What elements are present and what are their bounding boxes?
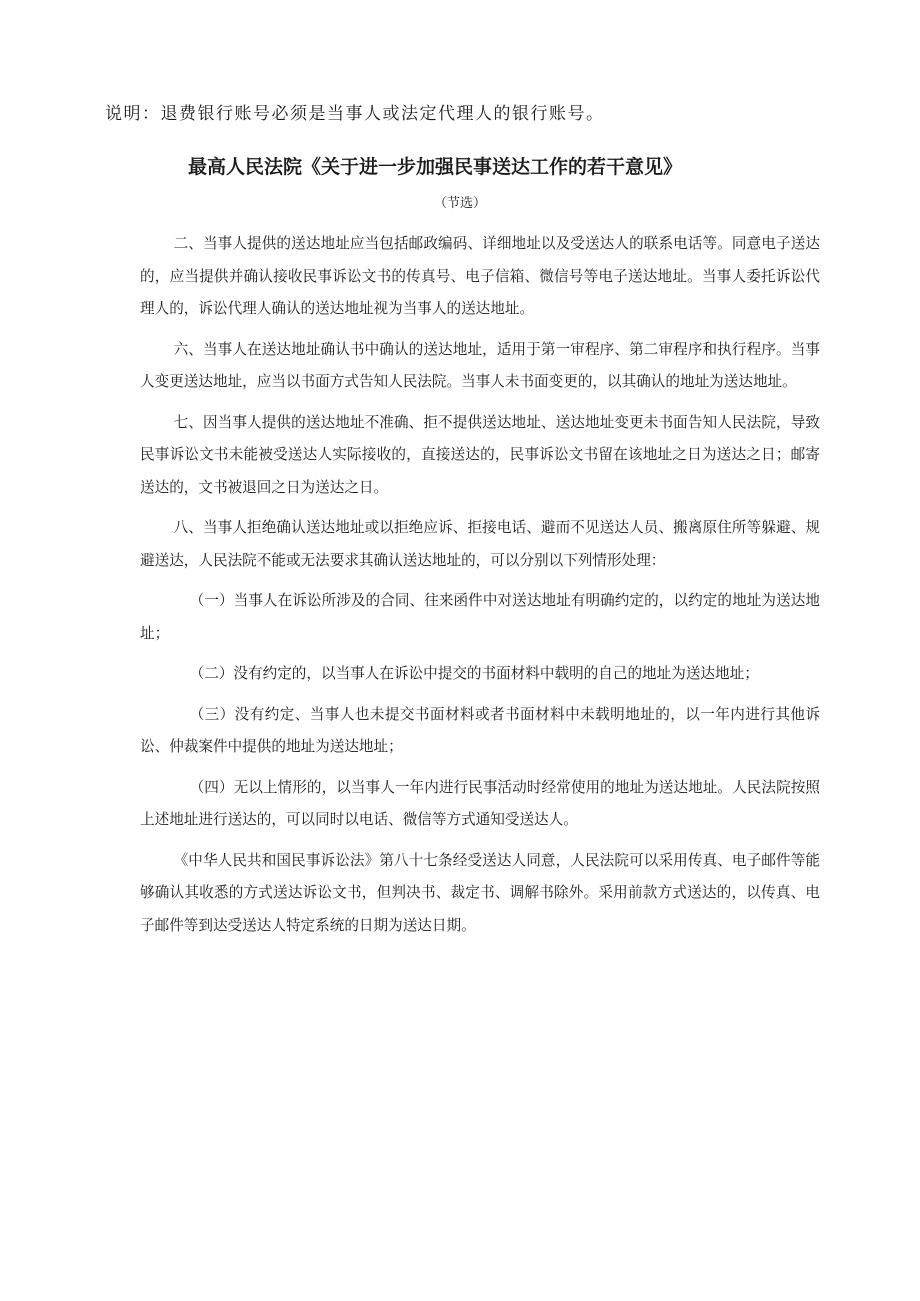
- paragraph-article-6: 六、当事人在送达地址确认书中确认的送达地址，适用于第一审程序、第二审程序和执行程序。当事人变更送达地址，应当以书面方式告知人民法院。当事人未书面变更的，以其确认的地址为送达地址。: [140, 340, 820, 390]
- paragraph-item-3: （三）没有约定、当事人也未提交书面材料或者书面材料中未载明地址的，以一年内进行其他诉讼、仲裁案件中提供的地址为送达地址；: [140, 705, 820, 755]
- paragraph-item-1: （一）当事人在诉讼所涉及的合同、往来函件中对送达地址有明确约定的，以约定的地址为送达地址；: [140, 592, 820, 642]
- excerpt-label: （节选）: [433, 196, 486, 211]
- paragraph-article-7: 七、因当事人提供的送达地址不准确、拒不提供送达地址、送达地址变更未书面告知人民法院，导致民事诉讼文书未能被受送达人实际接收的，直接送达的，民事诉讼文书留在该地址之日为送达之日；邮寄送达的，文书被退回之日为送达之日。: [140, 413, 820, 496]
- paragraph-item-2: （二）没有约定的，以当事人在诉讼中提交的书面材料中载明的自己的地址为送达地址；: [189, 665, 759, 682]
- paragraph-item-4: （四）无以上情形的，以当事人一年内进行民事活动时经常使用的地址为送达地址。人民法院按照上述地址进行送达的，可以同时以电话、微信等方式通知受送达人。: [140, 778, 820, 828]
- document-title: 最高人民法院《关于进一步加强民事送达工作的若干意见》: [187, 156, 682, 178]
- paragraph-civil-procedure-law-87: 《中华人民共和国民事诉讼法》第八十七条经受送达人同意，人民法院可以采用传真、电子邮件等能够确认其收悉的方式送达诉讼文书，但判决书、裁定书、调解书除外。采用前款方式送达的，以传真、电子邮件等到达受送达人特定系统的日期为送达日期。: [140, 851, 820, 934]
- refund-account-note: 说明：退费银行账号必须是当事人或法定代理人的银行账号。: [105, 104, 605, 124]
- paragraph-article-2: 二、当事人提供的送达地址应当包括邮政编码、详细地址以及受送达人的联系电话等。同意电子送达的，应当提供并确认接收民事诉讼文书的传真号、电子信箱、微信号等电子送达地址。当事人委托诉讼代理人的，诉讼代理人确认的送达地址视为当事人的送达地址。: [140, 235, 820, 317]
- document-body: [140, 228, 820, 950]
- paragraph-article-8: 八、当事人拒绝确认送达地址或以拒绝应诉、拒接电话、避而不见送达人员、搬离原住所等躲避、规避送达，人民法院不能或无法要求其确认送达地址的，可以分别以下列情形处理：: [140, 519, 820, 569]
